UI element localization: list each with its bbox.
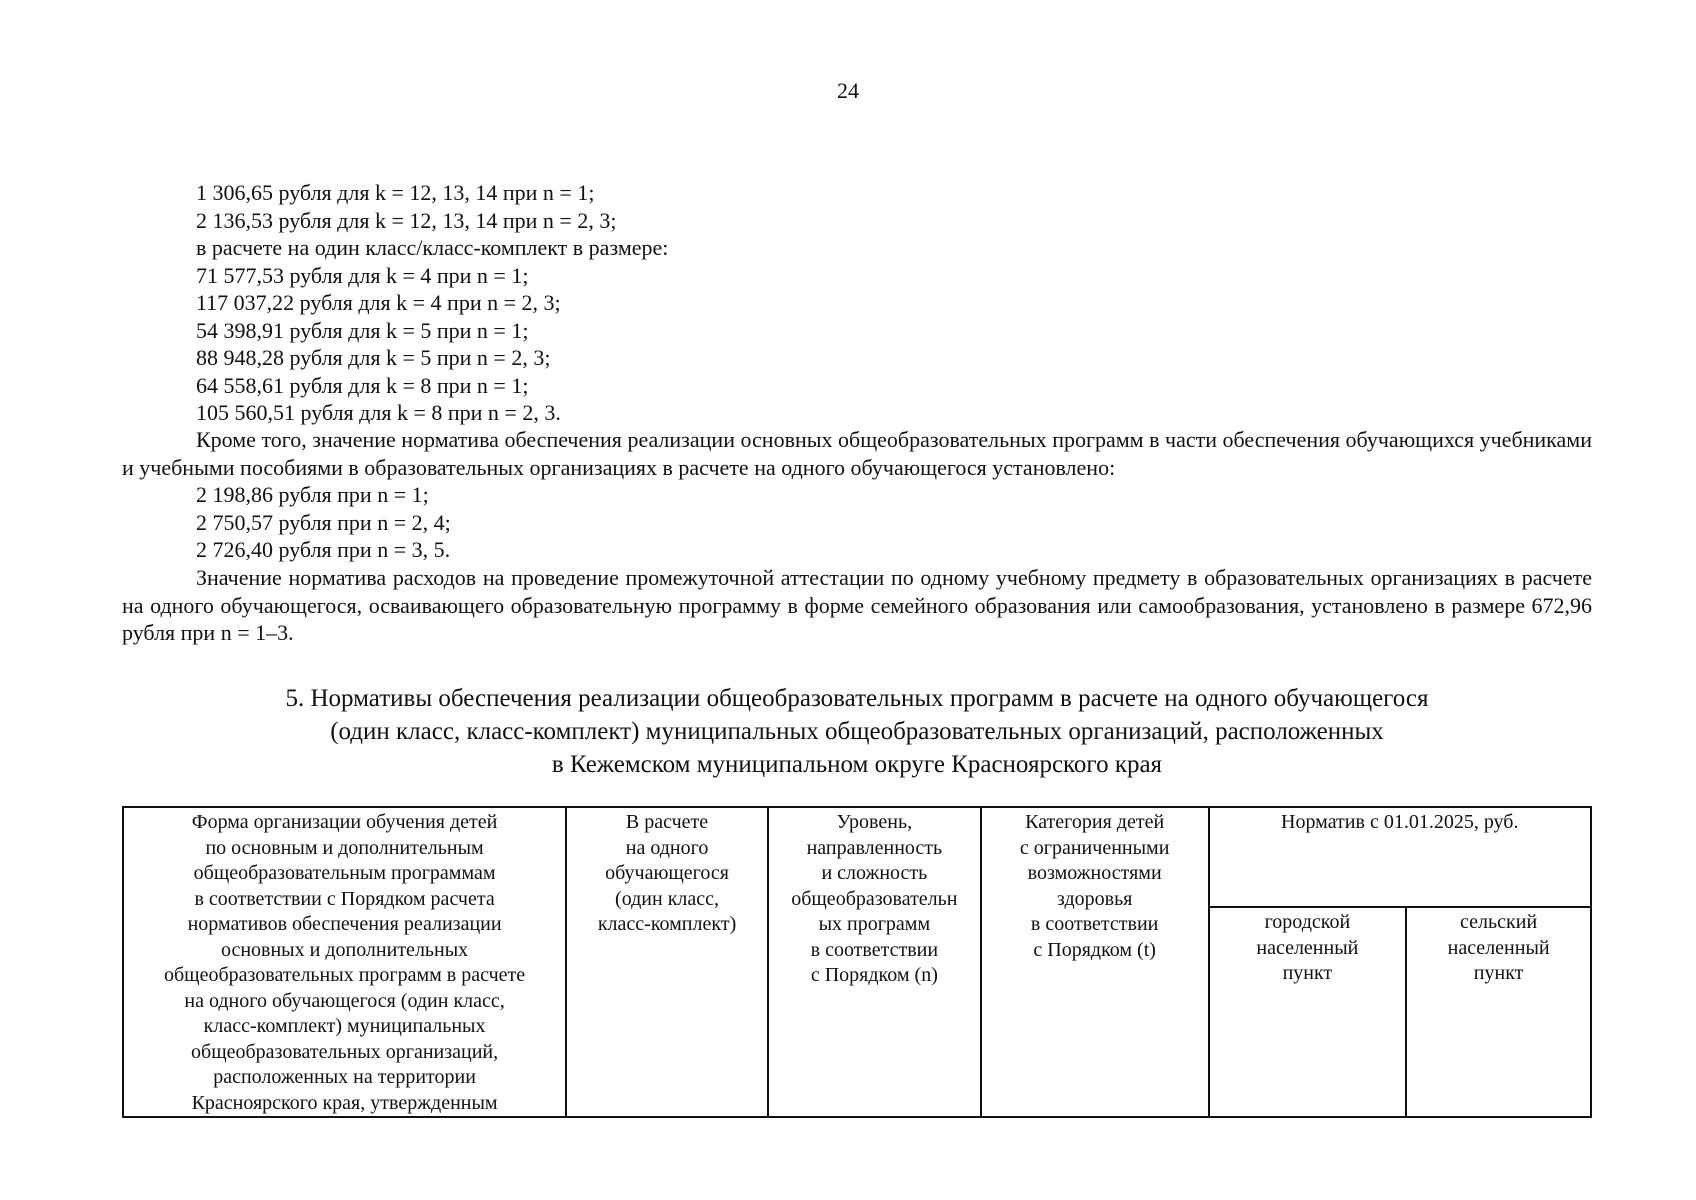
header-rural: сельский населенный пункт — [1406, 907, 1591, 1117]
norm-value-line: 105 560,51 рубля для k = 8 при n = 2, 3. — [196, 400, 561, 425]
textbook-value-line: 2 726,40 рубля при n = 3, 5. — [196, 537, 451, 562]
norm-value-line: 71 577,53 рубля для k = 4 при n = 1; — [196, 262, 529, 288]
textbook-values-list — [196, 481, 451, 564]
header-urban: городской населенный пункт — [1209, 907, 1407, 1117]
header-form-of-education: Форма организации обучения детей по основным и дополнительным общеобразовательным программам в соответствии с Порядком расчета нормативов обеспечения реализации основных и дополнительных общеобразовательных программ в расчете на одного обучающегося (один класс, класс-комплект) муниципальных общеобразовательных организаций, расположенных на территории Красноярского края, утвержденным — [123, 807, 566, 1117]
norm-values-list — [196, 179, 668, 427]
norm-value-line: 64 558,61 рубля для k = 8 при n = 1; — [196, 372, 529, 398]
page-number: 24 — [837, 78, 859, 103]
header-norm-2025: Норматив с 01.01.2025, руб. — [1209, 807, 1591, 907]
section-title-line: (один класс, класс-комплект) муниципальных общеобразовательных организаций, расположенных — [330, 718, 1384, 745]
header-level-n: Уровень, направленность и сложность общеобразовательн ых программ в соответствии с Порядком (n) — [768, 807, 981, 1117]
paragraph-attestation: Значение норматива расходов на проведение промежуточной аттестации по одному учебному предмету в образовательных организациях в расчете на одного обучающегося, осваивающего образовательную программу в форме семейного образования или самообразования, установлено в размере 672,96 рубля при n = 1–3. — [122, 565, 1592, 645]
paragraph-textbooks: Кроме того, значение норматива обеспечения реализации основных общеобразовательных программ в части обеспечения обучающихся учебниками и учебными пособиями в образовательных организациях в расчете на одного обучающегося установлено: — [122, 427, 1592, 480]
norm-value-line: 88 948,28 рубля для k = 5 при n = 2, 3; — [196, 345, 551, 370]
norm-value-line: в расчете на один класс/класс-комплект в размере: — [196, 235, 669, 260]
norm-value-line: 54 398,91 рубля для k = 5 при n = 1; — [196, 317, 529, 343]
section-title-line: 5. Нормативы обеспечения реализации общеобразовательных программ в расчете на одного обучающегося — [285, 685, 1429, 712]
textbook-value-line: 2 750,57 рубля при n = 2, 4; — [196, 509, 451, 535]
header-per-student: В расчете на одного обучающегося (один класс, класс-комплект) — [566, 807, 768, 1117]
norms-table — [122, 806, 1592, 1118]
textbook-value-line: 2 198,86 рубля при n = 1; — [196, 482, 429, 507]
norm-value-line: 2 136,53 рубля для k = 12, 13, 14 при n = 2, 3; — [196, 207, 617, 233]
header-category-t: Категория детей с ограниченными возможностями здоровья в соответствии с Порядком (t) — [981, 807, 1209, 1117]
norm-value-line: 1 306,65 рубля для k = 12, 13, 14 при n = 1; — [196, 180, 595, 205]
section-title-line: в Кежемском муниципальном округе Красноярского края — [551, 751, 1163, 778]
norm-value-line: 117 037,22 рубля для k = 4 при n = 2, 3; — [196, 290, 561, 315]
section-title — [122, 682, 1592, 781]
